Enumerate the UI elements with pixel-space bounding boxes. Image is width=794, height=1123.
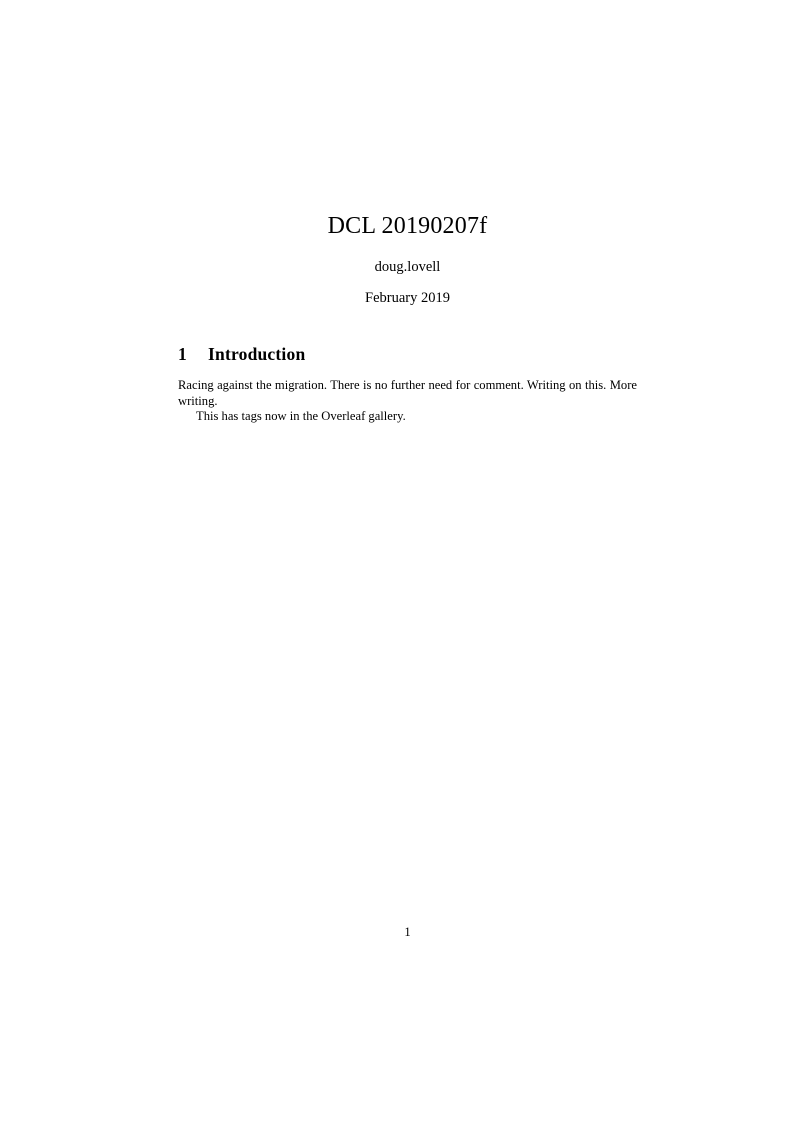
document-date: February 2019 xyxy=(365,290,450,306)
page-number: 1 xyxy=(404,925,411,939)
section-heading-introduction xyxy=(178,344,637,365)
document-title: DCL 20190207f xyxy=(327,213,488,239)
section-title: Introduction xyxy=(208,344,306,364)
document-author: doug.lovell xyxy=(374,259,441,275)
section-number: 1 xyxy=(178,344,187,364)
section-body-introduction xyxy=(178,378,637,425)
paragraph: This has tags now in the Overleaf gallery. xyxy=(196,409,406,424)
paragraph: Racing against the migration. There is no further need for comment. Writing on this. More writing. xyxy=(178,378,637,408)
